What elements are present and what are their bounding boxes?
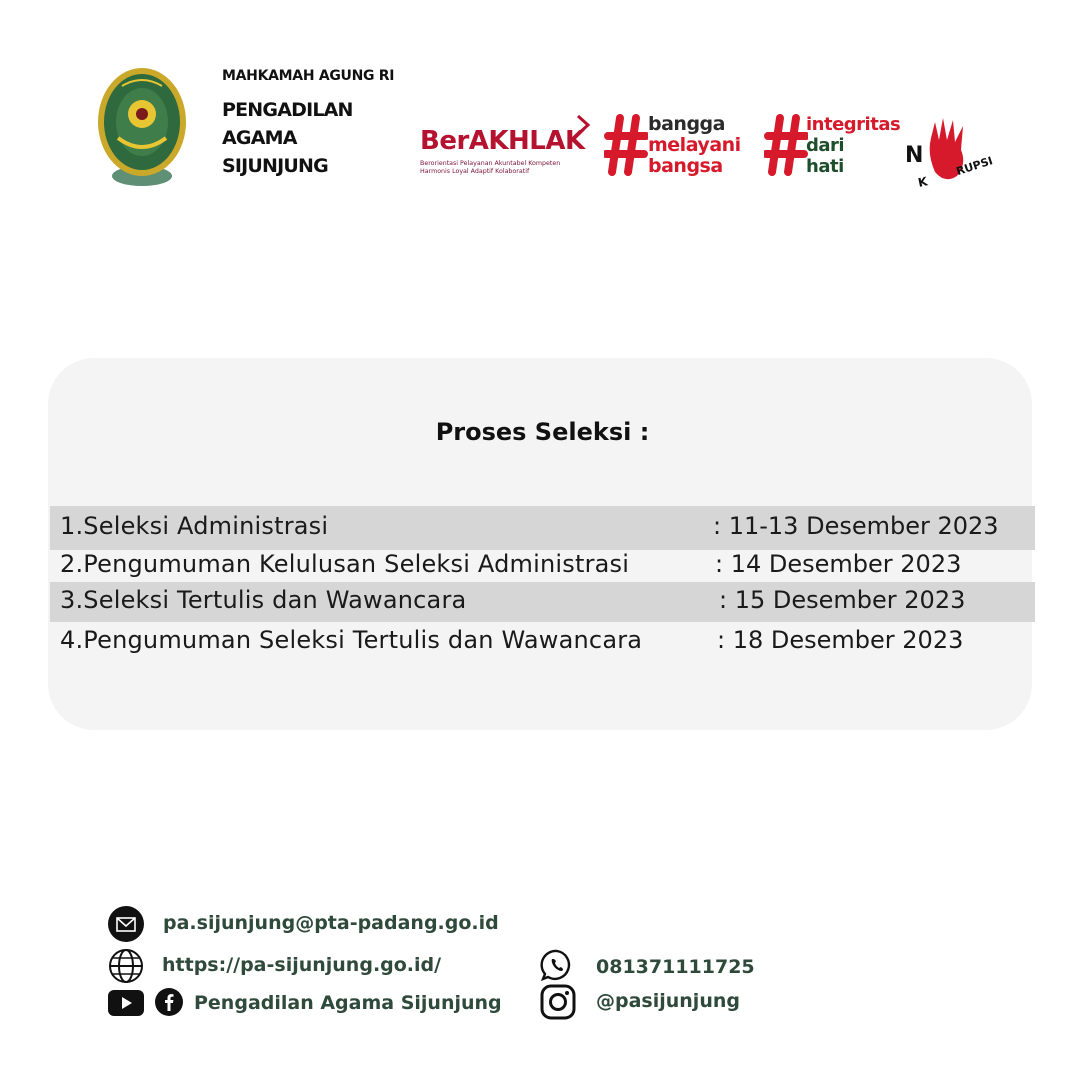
email-link[interactable]: pa.sijunjung@pta-padang.go.id (163, 912, 499, 934)
social-name[interactable]: Pengadilan Agama Sijunjung (194, 992, 502, 1014)
row-date: : 11-13 Desember 2023 (713, 512, 999, 540)
tag2-word-2: dari (806, 135, 845, 156)
svg-text:N: N (905, 143, 924, 168)
row-label: 4.Pengumuman Seleksi Tertulis dan Wawancara (60, 626, 643, 654)
facebook-icon[interactable] (155, 988, 183, 1016)
table-row (50, 620, 1035, 664)
tag1-word-2: melayani (648, 134, 741, 156)
row-label: 1.Seleksi Administrasi (60, 512, 329, 540)
row-date: : 15 Desember 2023 (719, 586, 966, 614)
table-row (50, 582, 1035, 622)
berakhlak-word: BerAKHLAK (420, 126, 585, 156)
website-link[interactable]: https://pa-sijunjung.go.id/ (162, 954, 442, 976)
no-korupsi-logo (905, 114, 997, 188)
card-title: Proses Seleksi : (435, 418, 650, 446)
hashtag-bangga-melayani-bangsa (604, 114, 764, 184)
tag2-word-1: integritas (806, 114, 901, 135)
globe-icon (108, 948, 144, 984)
org-parent-name: MAHKAMAH AGUNG RI (222, 68, 395, 84)
svg-text:RUPSI: RUPSI (954, 154, 995, 179)
svg-text:K: K (916, 174, 929, 188)
court-seal-logo (96, 66, 188, 190)
whatsapp-icon (540, 948, 574, 982)
row-label: 3.Seleksi Tertulis dan Wawancara (60, 586, 467, 614)
mail-icon (108, 906, 144, 942)
tag1-word-1: bangga (648, 113, 725, 135)
hashtag-icon (604, 114, 648, 176)
hashtag-icon (764, 114, 808, 176)
org-name: PENGADILAN AGAMA SIJUNJUNG (222, 99, 353, 177)
berakhlak-sub-line-2: Harmonis Loyal Adaptif Kolaboratif (420, 168, 530, 175)
row-label: 2.Pengumuman Kelulusan Seleksi Administrasi (60, 550, 630, 578)
instagram-icon (540, 984, 576, 1020)
berakhlak-logo (418, 112, 593, 178)
tag2-word-3: hati (806, 156, 844, 177)
row-date: : 14 Desember 2023 (715, 550, 962, 578)
tag1-word-3: bangsa (648, 155, 723, 177)
row-date: : 18 Desember 2023 (717, 626, 964, 654)
hashtag-integritas-dari-hati (764, 114, 914, 184)
berakhlak-sub-line-1: Berorientasi Pelayanan Akuntabel Kompeten (420, 160, 561, 167)
youtube-icon[interactable] (108, 990, 144, 1016)
instagram-handle[interactable]: @pasijunjung (596, 990, 740, 1012)
phone-number[interactable]: 081371111725 (596, 956, 755, 978)
